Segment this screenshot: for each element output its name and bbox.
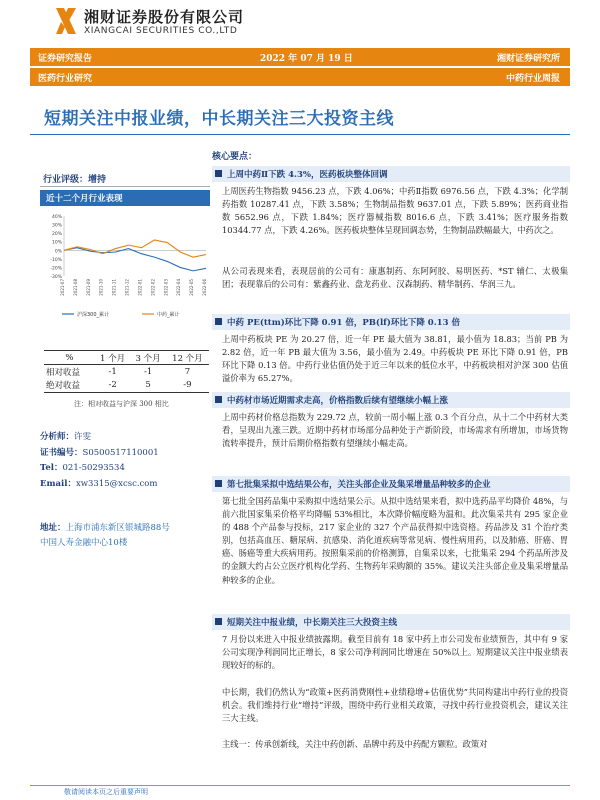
table-cell: 相对收益 [46,367,81,378]
second-band [30,68,570,86]
table-cell: 7 [184,366,191,377]
y-tick-label: 40% [51,215,62,220]
section-paragraph: 7 月份以来进入中报业绩披露期。截至目前有 18 家中药上市公司发布业绩预告，其中有 9 家公司实现净利润同比正增长，8 家公司净利润同比增速在 50%以上。短期建议关注中报业绩表现较好的标的。 [222,634,568,671]
weekly-label: 中药行业周报 [505,74,560,84]
section-title: 短期关注中报业绩，中长期关注三大投资主线 [227,618,398,628]
y-tick-label: 0% [54,249,62,255]
address-line2: 中国人寿金融中心10楼 [40,538,128,548]
title-divider [30,134,570,135]
bullet-square-icon [215,396,222,403]
y-tick-label: -20% [50,266,62,272]
x-tick-label: 2021-07 [60,279,65,296]
x-tick-label: 2022-02 [150,279,156,296]
x-tick-label: 2022-05 [189,279,195,296]
tel-number: 021-50293534 [62,463,125,473]
section-title: 上周中药Ⅱ下跌 4.3%，医药板块整体回调 [227,170,388,180]
series-line [64,240,206,257]
legend-label: 中药_累计 [157,312,180,318]
analyst-label: 分析师： [40,432,75,442]
table-cell: -1 [143,366,153,377]
bullet-square-icon [215,618,222,625]
x-tick-label: 2021-10 [98,279,104,296]
section-header [212,392,570,408]
address-label: 地址： [40,523,66,533]
table-header-cell: 1 个月 [95,351,130,365]
rating-divider [40,186,210,187]
section-header [212,314,570,330]
bullet-square-icon [215,480,222,487]
table-row [44,365,209,379]
section-paragraph: 上周中药板块 PE 为 20.27 倍，近一年 PE 最大值为 38.81，最小值为 18.83；当前 PB 为 2.82 倍，近一年 PB 最大值为 3.56，最小值为 2.49。中药板块 PE 环比下降 0.91 倍，PB 环比下降 0.13 倍。中药行业估值仍处于近三年以来的低位水平，中药板块相对沪深 300 估值溢价率为 65.27%。 [222,334,568,384]
y-tick-label: 30% [51,223,62,229]
report-header [0,0,600,46]
section-paragraph: 上周中药材价格总指数为 229.72 点，较前一周小幅上涨 0.3 个百分点，从十二个中药材大类看，呈现出九涨三跌。近期中药材市场部分品种处于产新阶段，市场需求有所增加，市场货物流转率提升，预计后期价格指数有望继续小幅走高。 [222,412,568,449]
report-date: 2022 年 07 月 19 日 [260,54,353,64]
x-tick-label: 2021-09 [85,279,91,296]
section-title: 中药材市场近期需求走高，价格指数后续有望继续小幅上涨 [227,396,449,406]
section-paragraph: 从公司表现来看，表现居前的公司有：康惠制药、东阿阿胶、易明医药、*ST 辅仁、太极集团；表现靠后的公司有：紫鑫药业、盘龙药业、汉森制药、精华制药、华润三九。 [222,266,568,290]
x-tick-label: 2022-06 [202,279,207,296]
footer-divider [30,785,570,786]
x-tick-label: 2022-04 [176,279,182,296]
cert-number: S0500517110001 [82,447,159,458]
table-cell: -2 [95,379,130,393]
industry-research: 医药行业研究 [38,74,93,84]
bullet-square-icon [215,170,222,177]
table-note: 注：相对收益与沪深 300 相比 [74,400,169,408]
perf-chart-header [40,190,210,206]
table-row [44,379,209,393]
section-paragraph: 主线一：传承创新线，关注中药创新、品牌中药及中药配方颗粒。政策对 [222,739,488,749]
table-header-cell: 12 个月 [166,351,209,365]
x-tick-label: 2021-12 [124,279,130,296]
table-cell: -9 [166,379,209,393]
footer-disclaimer[interactable]: 敬请阅读本页之后重要声明 [64,788,148,796]
table-header-cell: 3 个月 [130,351,165,365]
x-tick-label: 2021-08 [72,279,78,296]
analyst-info [40,430,159,492]
performance-table [44,350,209,393]
legend-label: 沪深300_累计 [77,312,110,318]
x-tick-label: 2022-01 [137,279,143,296]
company-logo-icon [54,4,78,38]
email-link[interactable]: xw3315@xcsc.com [75,478,158,489]
tel-label: Tel： [40,463,63,473]
table-cell: 绝对收益 [44,379,95,393]
section-header [212,166,570,182]
company-name-en: XIANGCAI SECURITIES CO.,LTD [84,26,238,36]
top-band [30,48,570,66]
y-tick-label: -30% [50,275,62,280]
section-paragraph: 中长期，我们仍然认为“政策+医药消费刚性+业绩稳增+估值优势”共同构建出中药行业的投资机会。我们维持行业“增持”评级，围绕中药行业相关政策，寻找中药行业投资机会，建议关注三大主线。 [222,687,568,724]
bullet-square-icon [215,318,222,325]
perf-chart-title: 近十二个月行业表现 [46,194,123,204]
y-tick-label: 10% [51,240,62,246]
section-title: 中药 PE(ttm)环比下降 0.91 倍，PB(lf)环比下降 0.13 倍 [227,318,460,328]
table-cell: -1 [108,366,117,377]
address-line1: 上海市浦东新区银城路88号 [65,523,170,533]
table-header-cell: % [44,351,95,365]
analyst-name: 许雯 [74,432,92,442]
section-title: 第七批集采拟中选结果公布，关注头部企业及集采增量品种较多的企业 [227,480,491,490]
industry-rating: 行业评级：增持 [43,175,107,185]
institute-name: 湘财证券研究所 [496,54,560,64]
section-header [212,476,570,492]
section-paragraph: 第七批全国药品集中采购拟中选结果公示。从拟中选结果来看，拟中选药品平均降价 48%，与前六批国家集采价格平均降幅 53%相比，本次降价幅度略为温和。此次集采共有 295 家企业的 488 个产品参与投标，217 家企业的 327 个产品获得拟中选资格。药品涉及 31 个治疗类别，包括高血压、糖尿病、抗感染、消化道疾病等常见病、慢性病用药，以及肺癌、肝癌、胃癌、肠癌等重大疾病用药。按照集采前的价格测算，自集采以来，七批集采 294 个药品所涉及的金额大约占公立医疗机构化学药、生物药年采购额的 35%。建议关注头部企业及集采增量品种较多的企业。 [222,496,568,585]
email-label: Email： [40,478,76,489]
company-name-cn: 湘财证券股份有限公司 [84,8,245,26]
y-tick-label: -10% [50,257,62,263]
core-points-label: 核心要点： [212,152,258,162]
table-header-row [44,351,209,365]
address-block [40,521,170,551]
report-type: 证券研究报告 [38,54,93,64]
report-title: 短期关注中报业绩，中长期关注三大投资主线 [44,109,394,129]
x-tick-label: 2022-03 [163,279,169,296]
x-tick-label: 2021-11 [111,279,117,296]
cert-label: 证书编号： [40,447,83,458]
section-paragraph: 上周医药生物指数 9456.23 点，下跌 4.06%；中药Ⅱ指数 6976.56 点，下跌 4.3%；化学制药指数 10287.41 点，下跌 3.58%；生物制品指数 9637.01 点，下跌 5.89%；医药商业指数 5652.96 点，下跌 1.84%；医疗器械指数 8016.6 点，下跌 3.41%；医疗服务指数 10344.77 点，下跌 4.26%。医药板块整体呈现回调态势，生物制品跌幅最大，中药次之。 [222,186,568,236]
performance-chart [40,210,210,335]
table-cell: 5 [130,379,165,393]
series-line [64,248,206,271]
section-header [212,614,570,630]
y-tick-label: 20% [51,232,62,238]
